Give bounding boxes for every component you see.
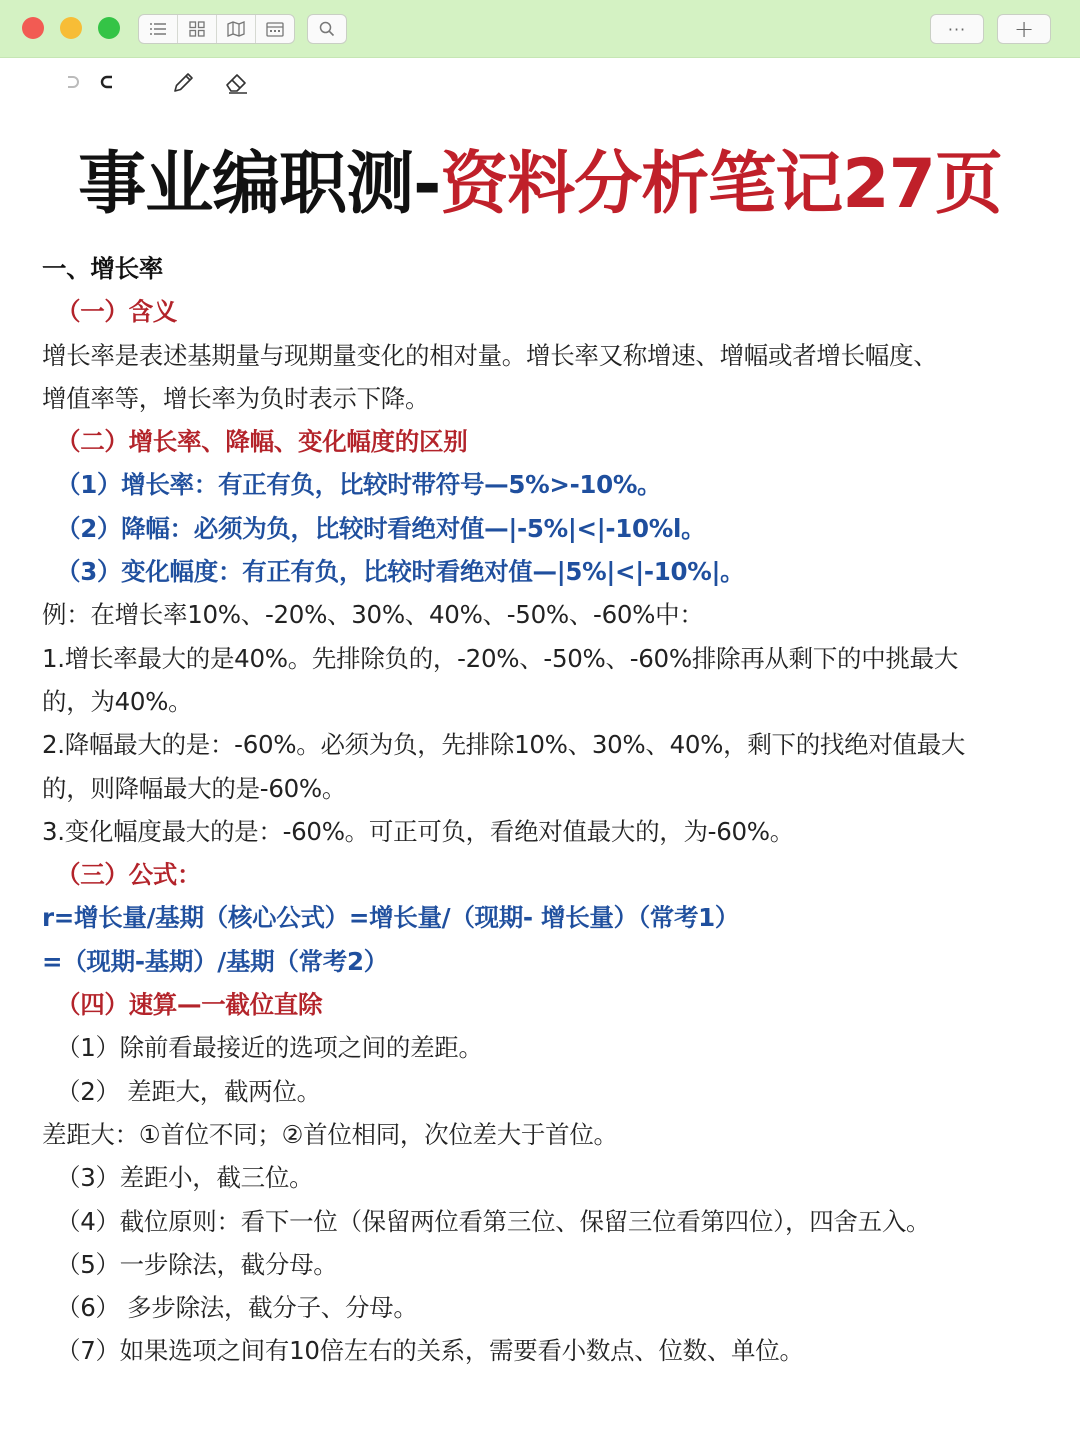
example-intro: 例：在增长率10%、-20%、30%、40%、-50%、-60%中： bbox=[42, 600, 704, 630]
redo-button[interactable] bbox=[93, 68, 123, 98]
more-button[interactable] bbox=[930, 14, 984, 44]
eraser-button[interactable] bbox=[222, 68, 252, 98]
undo-button[interactable] bbox=[55, 68, 85, 98]
subheading-meaning: （一）含义 bbox=[56, 297, 177, 327]
page-title-highlight: 资料分析笔记27页 bbox=[440, 145, 1002, 224]
page-title-main: 事业编职测- bbox=[78, 145, 441, 224]
pencil-button[interactable] bbox=[168, 68, 198, 98]
calendar-view-button[interactable] bbox=[256, 15, 294, 43]
list-view-button[interactable] bbox=[139, 15, 178, 43]
list-item: （4）截位原则：看下一位（保留两位看第三位、保留三位看第四位），四舍五入。 bbox=[56, 1206, 931, 1236]
blue-point-change-range: （3）变化幅度：有正有负，比较时看绝对值—|5%|<|-10%|。 bbox=[56, 557, 745, 587]
blue-point-growth-rate: （1）增长率：有正有负，比较时带符号—5%>-10%。 bbox=[56, 470, 662, 500]
example-line: 的，为40%。 bbox=[42, 686, 193, 716]
add-button[interactable] bbox=[997, 14, 1051, 44]
undo-icon bbox=[60, 75, 80, 91]
example-line: 2.降幅最大的是：-60%。必须为负，先排除10%、30%、40%，剩下的找绝对值最大 bbox=[42, 730, 966, 760]
example-line: 1.增长率最大的是40%。先排除负的，-20%、-50%、-60%排除再从剩下的中挑最大 bbox=[42, 643, 959, 673]
blue-point-decline: （2）降幅：必须为负，比较时看绝对值—|-5%|<|-10%l。 bbox=[56, 513, 706, 543]
search-icon bbox=[319, 21, 335, 37]
list-item: （6） 多步除法，截分子、分母。 bbox=[56, 1293, 418, 1323]
grid-view-button[interactable] bbox=[178, 15, 217, 43]
more-icon: ··· bbox=[947, 19, 967, 39]
example-line: 3.变化幅度最大的是：-60%。可正可负，看绝对值最大的，为-60%。 bbox=[42, 816, 794, 846]
minimize-window-button[interactable] bbox=[60, 17, 82, 39]
redo-icon bbox=[98, 75, 118, 91]
list-item: （7）如果选项之间有10倍左右的关系，需要看小数点、位数、单位。 bbox=[56, 1336, 804, 1366]
view-switcher bbox=[138, 14, 295, 44]
plus-icon: + bbox=[1013, 15, 1035, 43]
map-icon bbox=[227, 21, 245, 37]
calendar-icon bbox=[266, 21, 284, 37]
subheading-formula: （三）公式： bbox=[56, 860, 202, 890]
list-item: （5）一步除法，截分母。 bbox=[56, 1249, 338, 1279]
list-note: 差距大：①首位不同；②首位相同，次位差大于首位。 bbox=[42, 1119, 618, 1149]
example-line: 的，则降幅最大的是-60%。 bbox=[42, 773, 347, 803]
note-body[interactable] bbox=[42, 247, 1042, 1373]
list-item: （3）差距小，截三位。 bbox=[56, 1163, 314, 1193]
pencil-icon bbox=[171, 71, 195, 95]
subheading-quick-calc: （四）速算—一截位直除 bbox=[56, 990, 323, 1020]
paragraph-line: 增长率是表述基期量与现期量变化的相对量。增长率又称增速、增幅或者增长幅度、 bbox=[42, 340, 938, 370]
grid-icon bbox=[189, 21, 205, 37]
page-title bbox=[0, 142, 1080, 228]
map-view-button[interactable] bbox=[217, 15, 256, 43]
list-item: （2） 差距大，截两位。 bbox=[56, 1076, 321, 1106]
list-icon bbox=[149, 22, 167, 36]
formula-line: =（现期-基期）/基期（常考2） bbox=[42, 946, 388, 976]
subheading-difference: （二）增长率、降幅、变化幅度的区别 bbox=[56, 427, 468, 457]
window-titlebar bbox=[0, 0, 1080, 58]
eraser-icon bbox=[224, 71, 250, 95]
zoom-window-button[interactable] bbox=[98, 17, 120, 39]
paragraph-line: 增值率等，增长率为负时表示下降。 bbox=[42, 383, 430, 413]
close-window-button[interactable] bbox=[22, 17, 44, 39]
formula-line: r=增长量/基期（核心公式）=增长量/（现期- 增长量）（常考1） bbox=[42, 903, 740, 933]
list-item: （1）除前看最接近的选项之间的差距。 bbox=[56, 1033, 483, 1063]
section-heading: 一、增长率 bbox=[42, 254, 163, 283]
search-button[interactable] bbox=[307, 14, 347, 44]
